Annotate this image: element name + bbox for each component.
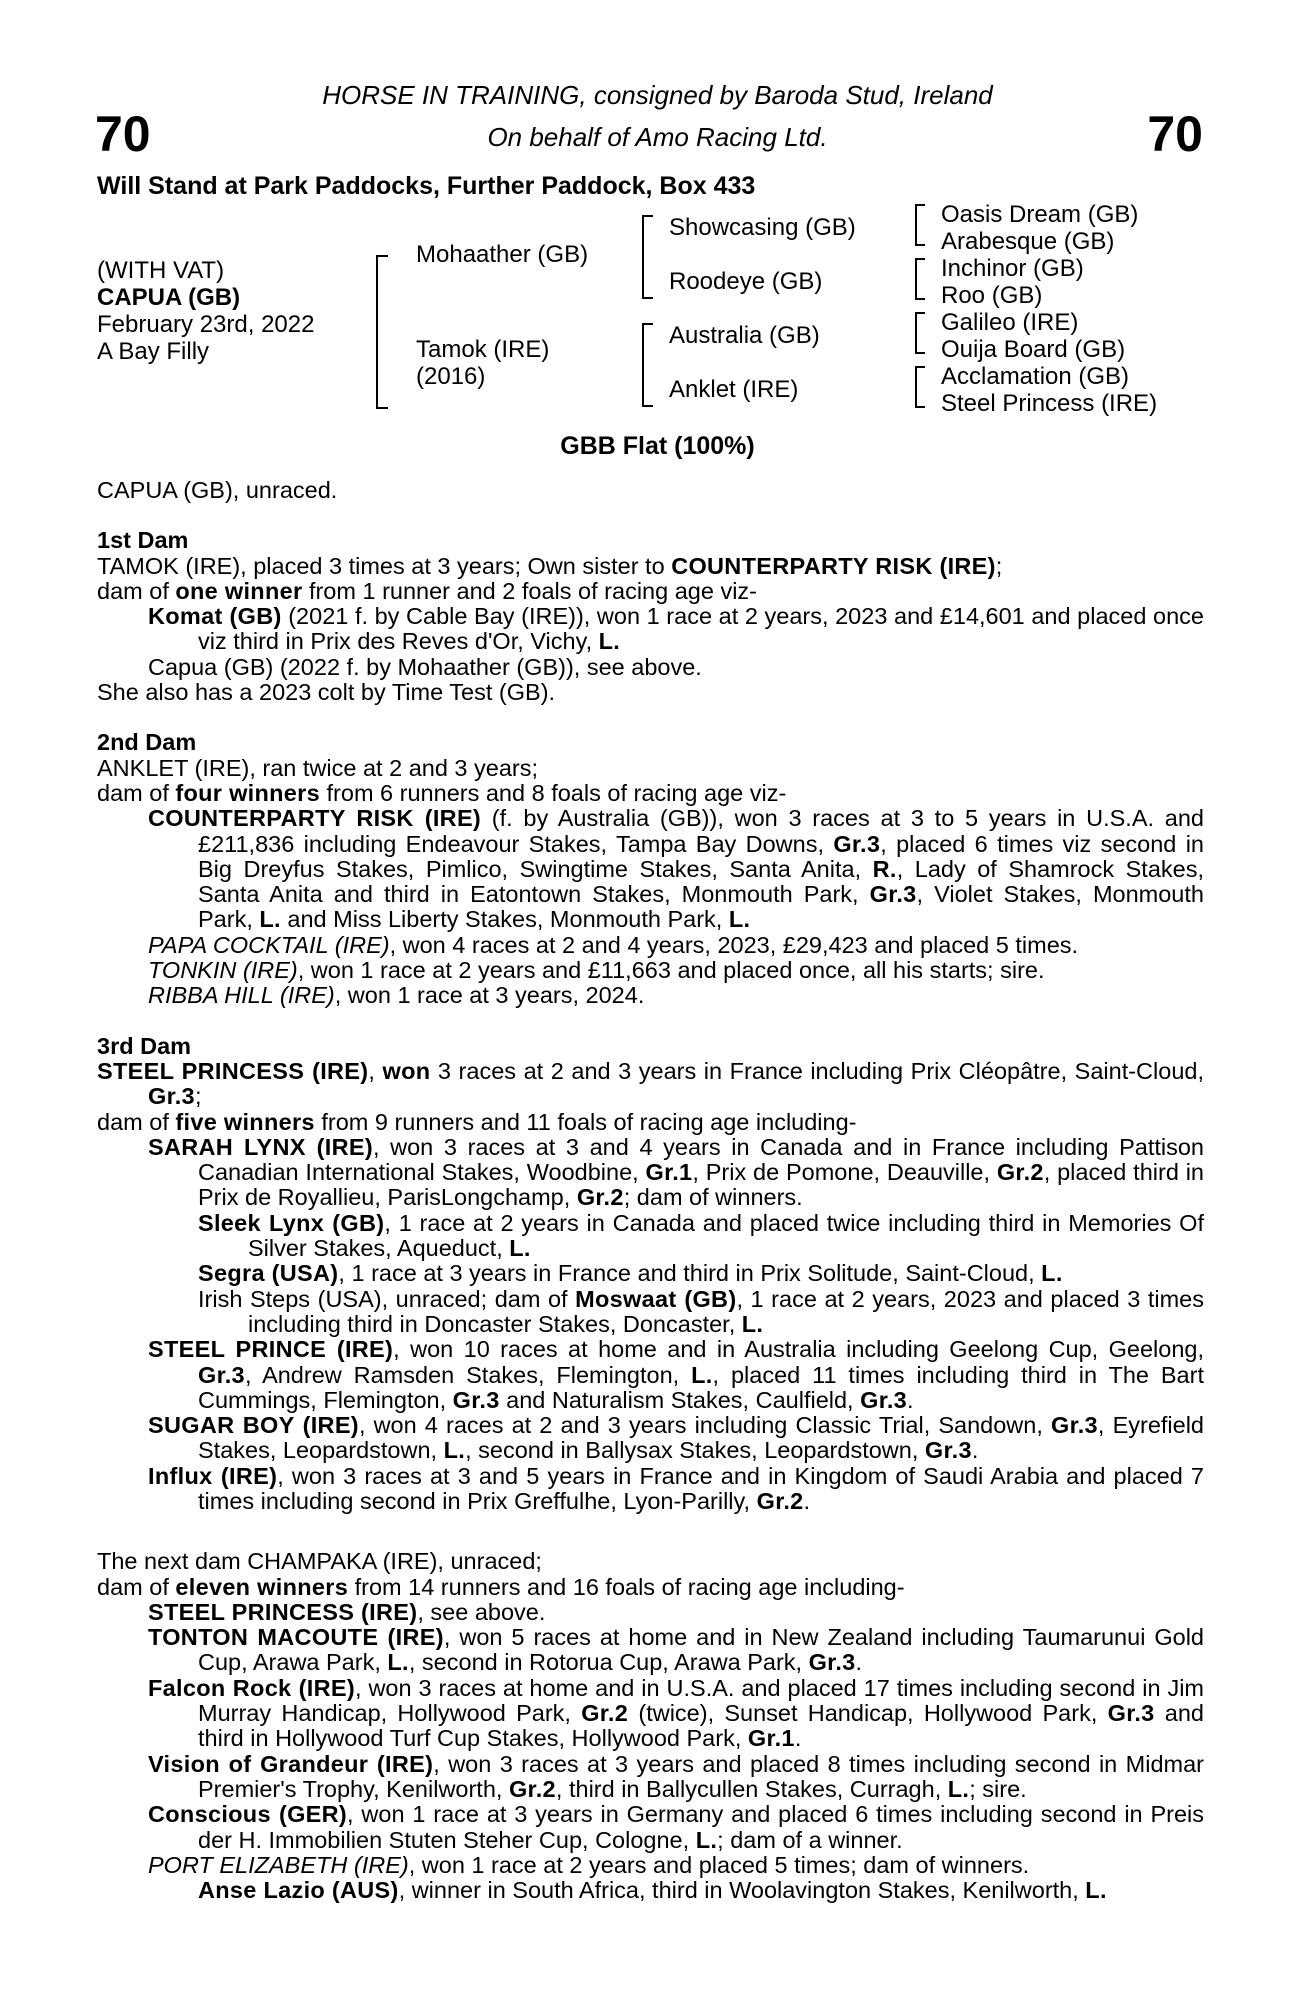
produce-entry: SARAH LYNX (IRE), won 3 races at 3 and 4 years in Canada and in France including Pattison Canadian International Stakes, Woodbine, Gr.1, Prix de Pomone, Deauville, Gr.2, placed third in Prix de Royallieu, ParisLongchamp, Gr.2; dam of winners. <box>148 1133 1204 1211</box>
second-dam-heading: 2nd Dam <box>97 729 197 756</box>
pedigree-g3-6: Ouija Board (GB) <box>941 336 1126 363</box>
pedigree-dam-sire: Australia (GB) <box>669 322 820 349</box>
produce-entry: TONKIN (IRE), won 1 race at 2 years and £11,663 and placed once, all his starts; sire. <box>148 957 1045 984</box>
pedigree-brace-sire <box>642 215 653 299</box>
pedigree-g3-4: Roo (GB) <box>941 282 1043 309</box>
pedigree-brace-g3-2 <box>915 258 925 300</box>
first-dam-also: She also has a 2023 colt by Time Test (GB). <box>97 679 556 706</box>
pedigree-g3-8: Steel Princess (IRE) <box>941 390 1158 417</box>
produce-entry: Capua (GB) (2022 f. by Mohaather (GB)), see above. <box>148 653 702 680</box>
pedigree-brace-g3-3 <box>915 312 925 354</box>
pedigree-g3-2: Arabesque (GB) <box>941 228 1115 255</box>
pedigree-brace-g3-4 <box>915 366 925 408</box>
produce-entry: STEEL PRINCESS (IRE), see above. <box>148 1598 546 1625</box>
vat-note: (WITH VAT) <box>97 257 225 284</box>
third-dam-produce-summary: dam of five winners from 9 runners and 11 foals of racing age including- <box>97 1108 857 1135</box>
pedigree-sire-dam: Roodeye (GB) <box>669 268 823 295</box>
produce-entry: Influx (IRE), won 3 races at 3 and 5 years in France and in Kingdom of Saudi Arabia and placed 7 times including second in Prix Greffulhe, Lyon-Parilly, Gr.2. <box>148 1462 1204 1514</box>
foaling-date: February 23rd, 2022 <box>97 311 315 338</box>
sub-produce-entry: Segra (USA), 1 race at 3 years in France and third in Prix Solitude, Saint-Cloud, L. <box>198 1260 1063 1287</box>
catalogue-body <box>97 478 1204 1903</box>
produce-entry: Vision of Grandeur (IRE), won 3 races at 3 years and placed 8 times including second in Midmar Premier's Trophy, Kenilworth, Gr.2, third in Ballycullen Stakes, Curragh, L.; sire. <box>148 1750 1204 1802</box>
third-dam-heading: 3rd Dam <box>97 1032 192 1059</box>
first-dam-produce-summary: dam of one winner from 1 runner and 2 foals of racing age viz- <box>97 577 757 604</box>
stand-location: Will Stand at Park Paddocks, Further Paddock, Box 433 <box>97 172 756 200</box>
pedigree-g3-3: Inchinor (GB) <box>941 255 1084 282</box>
produce-entry: Komat (GB) (2021 f. by Cable Bay (IRE)), won 1 race at 2 years, 2023 and £14,601 and placed once viz third in Prix des Reves d'Or, Vichy, L. <box>148 603 1204 655</box>
pedigree-sire-sire: Showcasing (GB) <box>669 214 856 241</box>
second-dam-produce-summary: dam of four winners from 6 runners and 8 foals of racing age viz- <box>97 779 787 806</box>
pedigree-brace-g1 <box>376 255 388 409</box>
gbb-rating: GBB Flat (100%) <box>560 432 755 460</box>
produce-entry: COUNTERPARTY RISK (IRE) (f. by Australia (GB)), won 3 races at 3 to 5 years in U.S.A. and £211,836 including Endeavour Stakes, Tampa Bay Downs, Gr.3, placed 6 times viz second in Big Dreyfus Stakes, Pimlico, Swingtime Stakes, Santa Anita, R., Lady of Shamrock Stakes, Santa Anita and third in Eatontown Stakes, Monmouth Park, Gr.3, Violet Stakes, Monmouth Park, L. and Miss Liberty Stakes, Monmouth Park, L. <box>148 805 1204 933</box>
pedigree-g3-7: Acclamation (GB) <box>941 363 1130 390</box>
produce-entry: SUGAR BOY (IRE), won 4 races at 2 and 3 years including Classic Trial, Sandown, Gr.3, Eyrefield Stakes, Leopardstown, L., second in Ballysax Stakes, Leopardstown, Gr.3. <box>148 1412 1204 1464</box>
produce-entry: STEEL PRINCE (IRE), won 10 races at home and in Australia including Geelong Cup, Geelong, Gr.3, Andrew Ramsden Stakes, Flemington, L., placed 11 times including third in The Bart Cummings, Flemington, Gr.3 and Naturalism Stakes, Caulfield, Gr.3. <box>148 1336 1204 1413</box>
pedigree-dam-year: (2016) <box>416 363 486 390</box>
lot-number-right: 70 <box>1147 106 1203 162</box>
race-record: CAPUA (GB), unraced. <box>97 477 338 503</box>
pedigree-sire: Mohaather (GB) <box>416 241 589 268</box>
produce-entry: Conscious (GER), won 1 race at 3 years in Germany and placed 6 times including second in Preis der H. Immobilien Stuten Steher Cup, Cologne, L.; dam of a winner. <box>148 1801 1204 1853</box>
pedigree-g3-1: Oasis Dream (GB) <box>941 201 1139 228</box>
sub-produce-entry: Anse Lazio (AUS), winner in South Africa, third in Woolavington Stakes, Kenilworth, L. <box>198 1877 1107 1904</box>
second-dam-line: ANKLET (IRE), ran twice at 2 and 3 years; <box>97 754 539 781</box>
pedigree-g3-5: Galileo (IRE) <box>941 309 1079 336</box>
sub-produce-entry: Irish Steps (USA), unraced; dam of Moswaat (GB), 1 race at 2 years, 2023 and placed 3 times including third in Doncaster Stakes, Doncaster, L. <box>198 1285 1205 1337</box>
on-behalf-line: On behalf of Amo Racing Ltd. <box>487 122 828 152</box>
horse-description: A Bay Filly <box>97 338 210 365</box>
pedigree-dam-dam: Anklet (IRE) <box>669 376 799 403</box>
produce-entry: PAPA COCKTAIL (IRE), won 4 races at 2 and 4 years, 2023, £29,423 and placed 5 times. <box>148 931 1079 958</box>
produce-entry: RIBBA HILL (IRE), won 1 race at 3 years, 2024. <box>148 982 645 1009</box>
lot-number-left: 70 <box>95 106 151 162</box>
first-dam-line: TAMOK (IRE), placed 3 times at 3 years; Own sister to COUNTERPARTY RISK (IRE); <box>97 552 1003 579</box>
third-dam-line: STEEL PRINCESS (IRE), won 3 races at 2 and 3 years in France including Prix Cléopâtre, Saint-Cloud, Gr.3; <box>97 1057 1204 1110</box>
produce-entry: PORT ELIZABETH (IRE), won 1 race at 2 years and placed 5 times; dam of winners. <box>148 1851 1030 1878</box>
horse-name: CAPUA (GB) <box>97 284 241 311</box>
pedigree-brace-g3-1 <box>915 204 925 246</box>
first-dam-heading: 1st Dam <box>97 527 189 554</box>
pedigree-dam: Tamok (IRE) <box>416 336 550 363</box>
produce-entry: TONTON MACOUTE (IRE), won 5 races at home and in New Zealand including Taumarunui Gold Cup, Arawa Park, L., second in Rotorua Cup, Arawa Park, Gr.3. <box>148 1624 1205 1676</box>
next-dam-produce-summary: dam of eleven winners from 14 runners and 16 foals of racing age including- <box>97 1573 905 1600</box>
next-dam-line: The next dam CHAMPAKA (IRE), unraced; <box>97 1548 542 1575</box>
sub-produce-entry: Sleek Lynx (GB), 1 race at 2 years in Canada and placed twice including third in Memories Of Silver Stakes, Aqueduct, L. <box>198 1209 1204 1262</box>
consignor-line: HORSE IN TRAINING, consigned by Baroda Stud, Ireland <box>322 80 993 110</box>
produce-entry: Falcon Rock (IRE), won 3 races at home and in U.S.A. and placed 17 times including second in Jim Murray Handicap, Hollywood Park, Gr.2 (twice), Sunset Handicap, Hollywood Park, Gr.3 and third in Hollywood Turf Cup Stakes, Hollywood Park, Gr.1. <box>148 1674 1205 1752</box>
pedigree-brace-dam <box>642 323 653 407</box>
